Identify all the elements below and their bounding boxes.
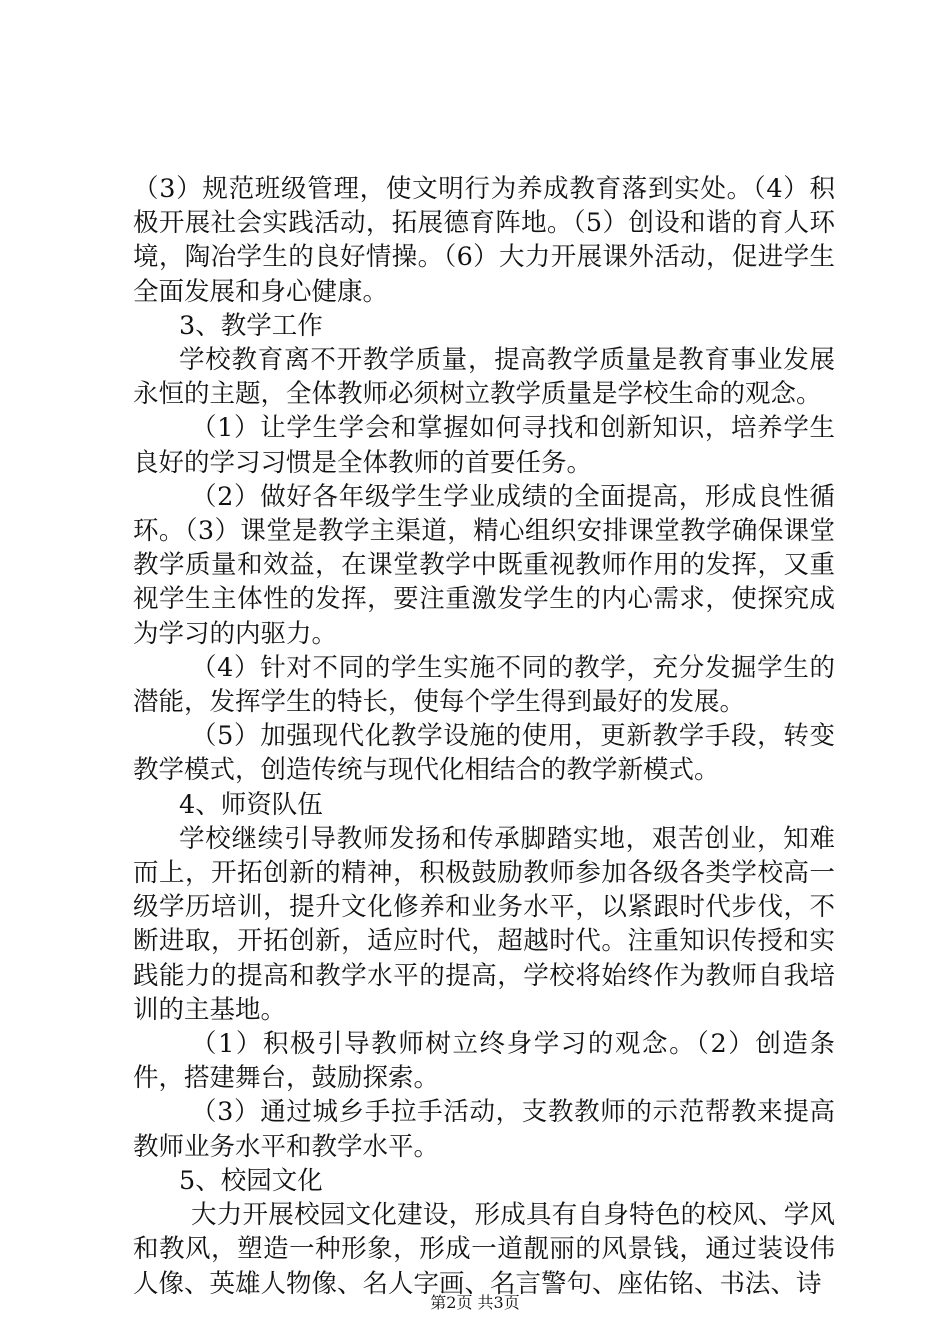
document-body [133,172,835,1301]
paragraph-teachers-item-3: （3）通过城乡手拉手活动，支教教师的示范帮教来提高教师业务水平和教学水平。 [133,1097,835,1162]
section-heading-teaching: 3、教学工作 [179,310,323,341]
section-heading-campus-culture: 5、校园文化 [179,1165,323,1196]
paragraph-teaching-intro: 学校教育离不开教学质量，提高教学质量是教育事业发展永恒的主题，全体教师必须树立教学质量是学校生命的观念。 [133,345,835,410]
page-footer: 第2页 共3页 [430,1293,520,1312]
paragraph-moral-education-items: （3）规范班级管理，使文明行为养成教育落到实处。（4）积极开展社会实践活动，拓展德育阵地。（5）创设和谐的育人环境，陶冶学生的良好情操。（6）大力开展课外活动，促进学生全面发展和身心健康。 [133,174,835,307]
paragraph-teachers-item-1-2: （1）积极引导教师树立终身学习的观念。（2）创造条件，搭建舞台，鼓励探索。 [133,1029,835,1094]
paragraph-teaching-item-4: （4）针对不同的学生实施不同的教学，充分发掘学生的潜能，发挥学生的特长，使每个学生得到最好的发展。 [133,652,835,718]
paragraph-campus-culture: 大力开展校园文化建设，形成具有自身特色的校风、学风和教风，塑造一种形象，形成一道靓丽的风景钱，通过装设伟人像、英雄人物像、名人字画、名言警句、座佑铭、书法、诗 [133,1200,835,1299]
paragraph-teachers-intro: 学校继续引导教师发扬和传承脚踏实地，艰苦创业，知难而上，开拓创新的精神，积极鼓励教师参加各级各类学校高一级学历培训，提升文化修养和业务水平，以紧跟时代步伐，不断进取，开拓创新，适应时代，超越时代。注重知识传授和实践能力的提高和教学水平的提高，学校将始终作为教师自我培训的主基地。 [133,823,835,1025]
paragraph-teaching-item-1: （1）让学生学会和掌握如何寻找和创新知识，培养学生良好的学习习惯是全体教师的首要任务。 [133,413,835,478]
section-heading-teachers: 4、师资队伍 [179,789,323,820]
paragraph-teaching-item-5: （5）加强现代化教学设施的使用，更新教学手段，转变教学模式，创造传统与现代化相结合的教学新模式。 [133,721,835,786]
paragraph-teaching-item-2-3: （2）做好各年级学生学业成绩的全面提高，形成良性循环。（3）课堂是教学主渠道，精心组织安排课堂教学确保课堂教学质量和效益，在课堂教学中既重视教师作用的发挥，又重视学生主体性的发挥，要注重激发学生的内心需求，使探究成为学习的内驱力。 [133,481,835,649]
